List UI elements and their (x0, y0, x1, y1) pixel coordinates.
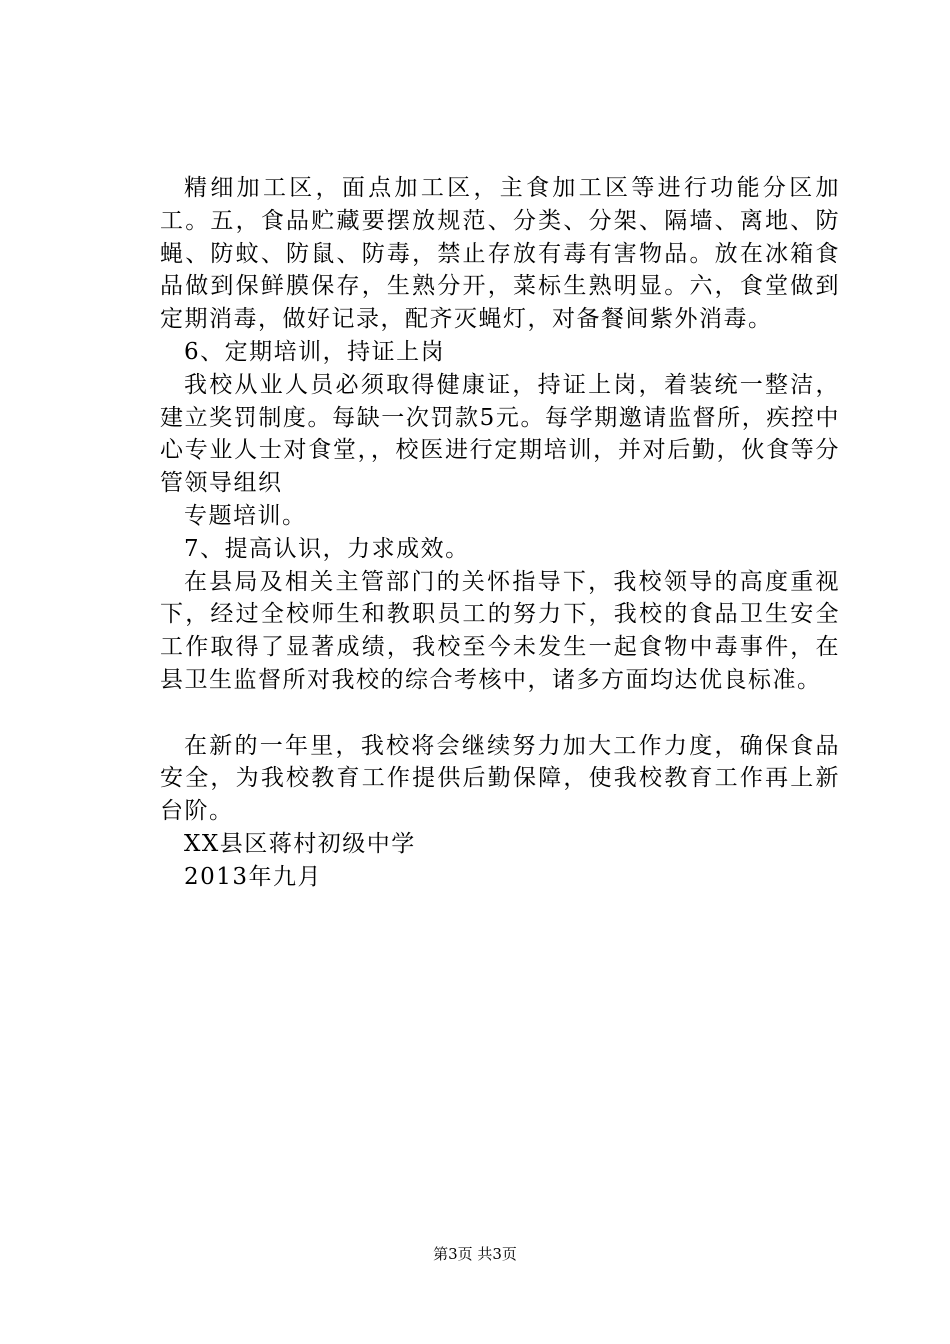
paragraph-training: 我校从业人员必须取得健康证，持证上岗，着装统一整洁，建立奖罚制度。每缺一次罚款5元。每学期邀请监督所，疾控中心专业人士对食堂，，校医进行定期培训，并对后勤，伙食等分管领导组织 (160, 371, 840, 497)
heading-awareness: 7、提高认识，力求成效。 (184, 535, 470, 562)
paragraph-gap (160, 697, 840, 730)
page-footer: 第3页 共3页 (433, 1245, 517, 1263)
heading-training: 6、定期培训，持证上岗 (184, 338, 446, 365)
paragraph-special-training: 专题培训。 (184, 502, 307, 529)
signature-school-name: XX县区蒋村初级中学 (184, 830, 416, 857)
signature-date: 2013年九月 (184, 863, 323, 890)
paragraph-achievements: 在县局及相关主管部门的关怀指导下，我校领导的高度重视下，经过全校师生和教职员工的努力下，我校的食品卫生安全工作取得了显著成绩，我校至今未发生一起食物中毒事件，在县卫生监督所对我校的综合考核中，诸多方面均达优良标准。 (160, 568, 840, 693)
paragraph-new-year: 在新的一年里，我校将会继续努力加大工作力度，确保食品安全，为我校教育工作提供后勤保障，使我校教育工作再上新台阶。 (160, 732, 840, 825)
paragraph-food-storage: 精细加工区，面点加工区，主食加工区等进行功能分区加工。五，食品贮藏要摆放规范、分类、分架、隔墙、离地、防蝇、防蚊、防鼠、防毒，禁止存放有毒有害物品。放在冰箱食品做到保鲜膜保存，生熟分开，菜标生熟明显。六，食堂做到定期消毒，做好记录，配齐灭蝇灯，对备餐间紫外消毒。 (160, 175, 840, 333)
document-body (160, 172, 840, 894)
